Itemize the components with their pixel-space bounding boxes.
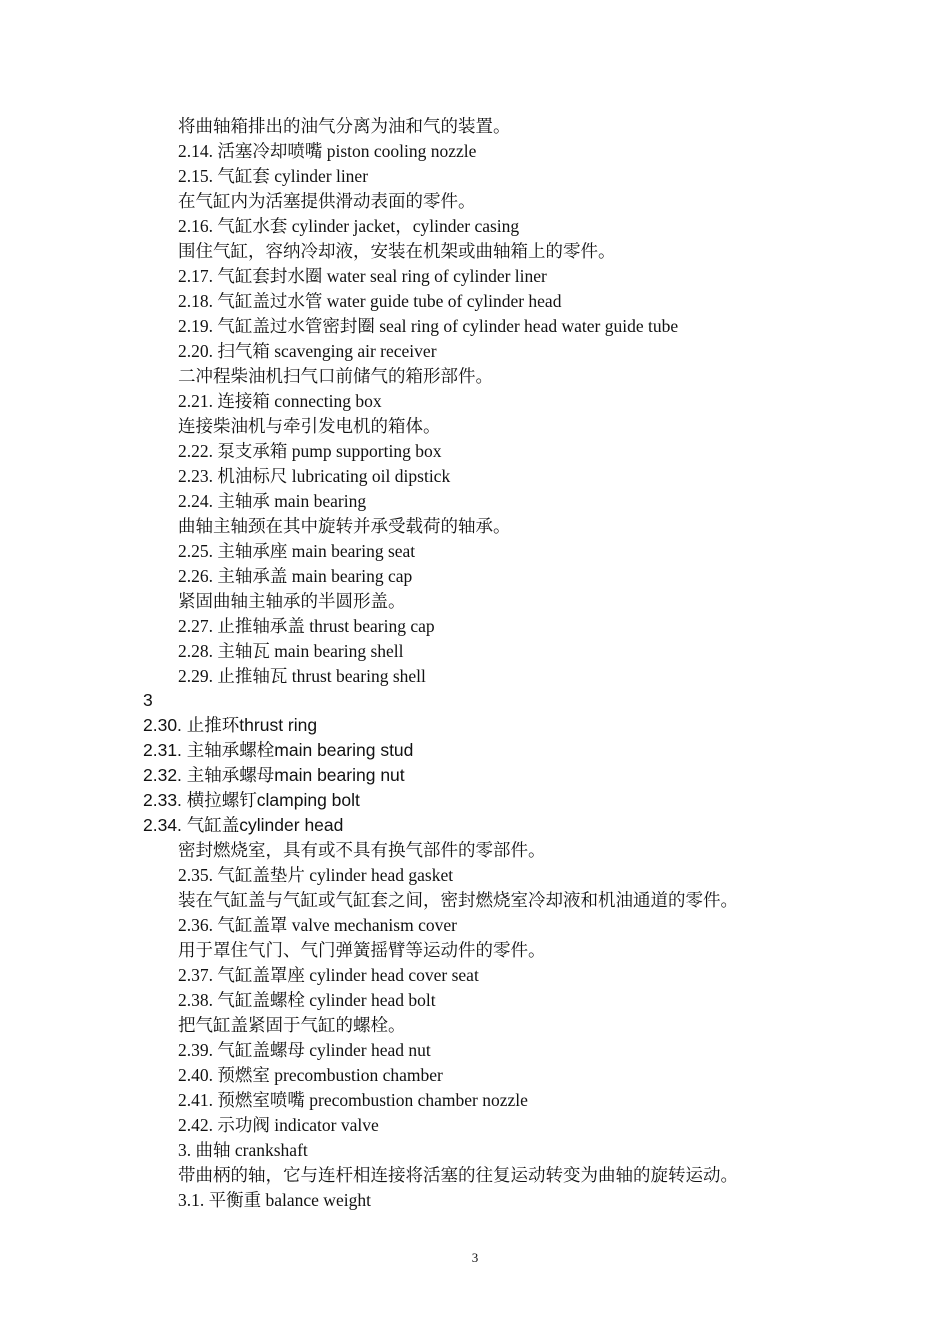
text-line: 2.29. 止推轴瓦 thrust bearing shell (178, 666, 426, 686)
text-line: 2.39. 气缸盖螺母 cylinder head nut (178, 1040, 431, 1060)
text-line: 2.30. 止推环thrust ring (143, 715, 318, 735)
text-line: 2.21. 连接箱 connecting box (178, 391, 382, 411)
text-line: 带曲柄的轴，它与连杆相连接将活塞的往复运动转变为曲轴的旋转运动。 (178, 1165, 738, 1185)
text-line: 在气缸内为活塞提供滑动表面的零件。 (178, 191, 476, 211)
text-line: 2.20. 扫气箱 scavenging air receiver (178, 341, 437, 361)
text-line: 2.37. 气缸盖罩座 cylinder head cover seat (178, 965, 479, 985)
text-line: 把气缸盖紧固于气缸的螺栓。 (178, 1015, 406, 1035)
text-line: 3 (143, 690, 153, 710)
text-line: 二冲程柴油机扫气口前储气的箱形部件。 (178, 366, 493, 386)
text-line: 2.15. 气缸套 cylinder liner (178, 166, 369, 186)
text-line: 2.17. 气缸套封水圈 water seal ring of cylinder liner (178, 266, 547, 286)
text-line: 2.28. 主轴瓦 main bearing shell (178, 641, 404, 661)
text-line: 装在气缸盖与气缸或气缸套之间，密封燃烧室冷却液和机油通道的零件。 (178, 890, 738, 910)
text-line: 密封燃烧室，具有或不具有换气部件的零部件。 (178, 840, 546, 860)
text-line: 2.16. 气缸水套 cylinder jacket，cylinder casing (178, 216, 520, 236)
text-line: 2.35. 气缸盖垫片 cylinder head gasket (178, 865, 454, 885)
text-line: 连接柴油机与牵引发电机的箱体。 (178, 416, 441, 436)
text-line: 围住气缸，容纳冷却液，安装在机架或曲轴箱上的零件。 (178, 241, 616, 261)
text-line: 2.18. 气缸盖过水管 water guide tube of cylinder head (178, 291, 562, 311)
text-line: 将曲轴箱排出的油气分离为油和气的装置。 (178, 116, 511, 136)
text-line: 2.24. 主轴承 main bearing (178, 491, 367, 511)
text-line: 2.41. 预燃室喷嘴 precombustion chamber nozzle (178, 1090, 528, 1110)
text-line: 紧固曲轴主轴承的半圆形盖。 (178, 591, 406, 611)
text-line: 2.31. 主轴承螺栓main bearing stud (143, 740, 414, 760)
text-line: 曲轴主轴颈在其中旋转并承受载荷的轴承。 (178, 516, 511, 536)
text-line: 3. 曲轴 crankshaft (178, 1140, 308, 1160)
text-line: 2.27. 止推轴承盖 thrust bearing cap (178, 616, 435, 636)
text-line: 2.19. 气缸盖过水管密封圈 seal ring of cylinder head water guide tube (178, 316, 679, 336)
text-line: 3.1. 平衡重 balance weight (178, 1190, 371, 1210)
text-line: 2.23. 机油标尺 lubricating oil dipstick (178, 466, 451, 486)
text-line: 2.14. 活塞冷却喷嘴 piston cooling nozzle (178, 141, 477, 161)
text-line: 2.40. 预燃室 precombustion chamber (178, 1065, 443, 1085)
text-line: 2.26. 主轴承盖 main bearing cap (178, 566, 413, 586)
text-line: 2.22. 泵支承箱 pump supporting box (178, 441, 442, 461)
text-line: 2.32. 主轴承螺母main bearing nut (143, 765, 405, 785)
text-line: 2.25. 主轴承座 main bearing seat (178, 541, 416, 561)
page-number: 3 (471, 1250, 479, 1265)
text-line: 2.36. 气缸盖罩 valve mechanism cover (178, 915, 457, 935)
text-line: 2.38. 气缸盖螺栓 cylinder head bolt (178, 990, 436, 1010)
text-line: 用于罩住气门、气门弹簧摇臂等运动件的零件。 (178, 940, 546, 960)
text-line: 2.42. 示功阀 indicator valve (178, 1115, 379, 1135)
text-line: 2.33. 横拉螺钉clamping bolt (143, 790, 360, 810)
text-line: 2.34. 气缸盖cylinder head (143, 815, 344, 835)
